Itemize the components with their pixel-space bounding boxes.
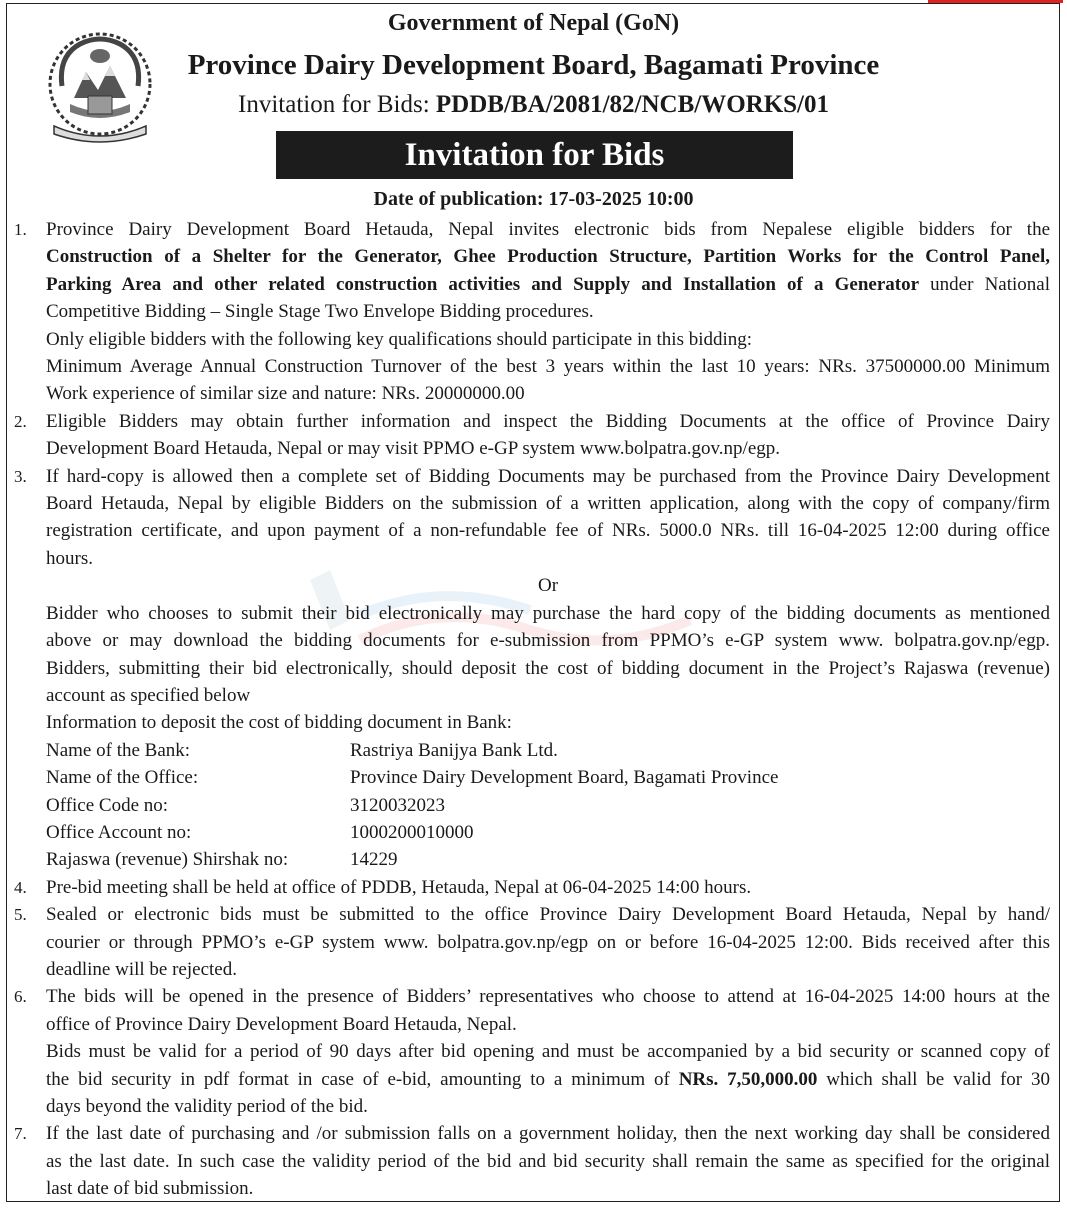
bank-row xyxy=(46,846,1050,873)
item-4-line-1: Pre-bid meeting shall be held at office of PDDB, Hetauda, Nepal at 06-04-2025 14:00 hours. xyxy=(46,876,752,898)
item-7-line-2: as the last date. In such case the validity period of the bid and bid security shall remain the same as specified for the original xyxy=(46,1150,1050,1172)
government-heading: Government of Nepal (GoN) xyxy=(387,10,680,36)
bank-field-value: 14229 xyxy=(350,849,398,871)
bank-row xyxy=(46,819,1050,846)
item-3-line-2: Board Hetauda, Nepal by eligible Bidders on the submission of a written application, along with the copy of company/firm xyxy=(46,493,1050,515)
item-7-line-1: If the last date of purchasing and /or submission falls on a government holiday, then the next working day shall be considered xyxy=(46,1123,1050,1145)
item-1-line-5: Only eligible bidders with the following key qualifications should participate in this bidding: xyxy=(46,328,753,350)
item-1-line-2 xyxy=(46,243,1050,270)
item-6-line-1: The bids will be opened in the presence of Bidders’ representatives who choose to attend at 16-04-2025 14:00 hours at the xyxy=(46,986,1050,1008)
invitation-banner: Invitation for Bids xyxy=(276,131,793,179)
bank-field-label: Name of the Office: xyxy=(46,767,199,789)
item-number: 4. xyxy=(14,877,27,897)
organization-heading: Province Dairy Development Board, Bagamati Province xyxy=(187,49,880,81)
or-separator: Or xyxy=(537,575,559,597)
item-7-line-3: last date of bid submission. xyxy=(46,1178,254,1200)
item-number: 7. xyxy=(14,1124,27,1144)
item-number: 6. xyxy=(14,987,27,1007)
bank-field-label: Office Account no: xyxy=(46,821,192,843)
item-3-para-line-4: account as specified below xyxy=(46,684,251,706)
ifb-reference xyxy=(0,91,1067,119)
bank-field-value: Province Dairy Development Board, Bagamati Province xyxy=(350,767,779,789)
item-number: 5. xyxy=(14,905,27,925)
nepal-emblem-icon xyxy=(40,26,160,148)
list-item-7 xyxy=(14,1120,1050,1202)
publication-date: Date of publication: 17-03-2025 10:00 xyxy=(373,188,694,210)
ifb-number: PDDB/BA/2081/82/NCB/WORKS/01 xyxy=(435,91,829,118)
item-3-line-1: If hard-copy is allowed then a complete set of Bidding Documents may be purchased from the Province Dairy Development xyxy=(46,465,1050,487)
red-mark xyxy=(928,0,1063,3)
item-3-para-line-3: Bidders, submitting their bid electronically, should deposit the cost of bidding document in the Project’s Rajaswa (revenue) xyxy=(46,657,1050,679)
item-1-line-3-rest: under National xyxy=(919,273,1050,295)
bank-field-label: Name of the Bank: xyxy=(46,739,191,761)
item-2-line-2: Development Board Hetauda, Nepal or may visit PPMO e-GP system www.bolpatra.gov.np/egp. xyxy=(46,438,781,460)
list-item-3 xyxy=(14,463,1050,874)
bid-security-amount: NRs. 7,50,000.00 xyxy=(678,1068,818,1090)
item-number: 2. xyxy=(14,411,27,431)
item-6-line-5: days beyond the validity period of the bid. xyxy=(46,1096,368,1117)
bank-row xyxy=(46,737,1050,764)
item-1-project-title-end: Parking Area and other related construction activities and Supply and Installation of a Generator xyxy=(46,273,920,295)
item-1-line-7: Work experience of similar size and nature: NRs. 20000000.00 xyxy=(46,383,525,405)
item-1-line-1: Province Dairy Development Board Hetauda, Nepal invites electronic bids from Nepalese eligible bidders for the xyxy=(46,219,1050,240)
ifb-prefix: Invitation for Bids: xyxy=(238,91,436,118)
item-3-line-4: hours. xyxy=(46,547,93,569)
bank-field-label: Office Code no: xyxy=(46,794,169,816)
list-item-4 xyxy=(14,874,1050,901)
item-1-line-4: Competitive Bidding – Single Stage Two Envelope Bidding procedures. xyxy=(46,301,594,323)
bank-info-intro: Information to deposit the cost of bidding document in Bank: xyxy=(46,712,512,734)
bank-field-value: 1000200010000 xyxy=(350,821,474,843)
list-item-2 xyxy=(14,408,1050,463)
bank-field-value: 3120032023 xyxy=(350,794,445,816)
item-6-line-4-post: which shall be valid for 30 xyxy=(817,1068,1050,1090)
item-6-line-4-pre: the bid security in pdf format in case of e-bid, amounting to a minimum of xyxy=(46,1068,679,1090)
bank-field-label: Rajaswa (revenue) Shirshak no: xyxy=(46,849,289,871)
item-6-line-3: Bids must be valid for a period of 90 days after bid opening and must be accompanied by a bid security or scanned copy of xyxy=(46,1041,1050,1063)
item-1-line-6: Minimum Average Annual Construction Turnover of the best 3 years within the last 10 years: NRs. 37500000.00 Minimum xyxy=(46,356,1050,378)
item-3-line-3: registration certificate, and upon payment of a non-refundable fee of NRs. 5000.0 NRs. till 16-04-2025 12:00 during office xyxy=(46,520,1050,542)
item-5-line-1: Sealed or electronic bids must be submitted to the office Province Dairy Development Board Hetauda, Nepal by hand/ xyxy=(46,904,1050,926)
item-1-project-title-part: Construction of a Shelter for the Generator, Ghee Production Structure, Partition Works for the Control Panel, xyxy=(46,246,1050,268)
item-6-line-4 xyxy=(46,1066,1050,1093)
list-item-1 xyxy=(14,216,1050,408)
item-5-line-3: deadline will be rejected. xyxy=(46,958,237,980)
notice-body xyxy=(14,216,1050,1203)
item-number: 3. xyxy=(14,466,27,486)
item-5-line-2: courier or through PPMO’s e-GP system www. bolpatra.gov.np/egp on or before 16-04-2025 12:00. Bids received after this xyxy=(46,931,1050,953)
list-item-6 xyxy=(14,983,1050,1120)
item-2-line-1: Eligible Bidders may obtain further information and inspect the Bidding Documents at the office of Province Dairy xyxy=(46,410,1050,432)
item-number: 1. xyxy=(14,220,27,239)
item-1-line-3 xyxy=(46,271,1050,298)
list-item-5 xyxy=(14,901,1050,983)
bank-row xyxy=(46,764,1050,791)
item-3-para-line-1: Bidder who chooses to submit their bid electronically may purchase the hard copy of the bidding documents as mentioned xyxy=(46,602,1050,624)
item-6-line-2: office of Province Dairy Development Board Hetauda, Nepal. xyxy=(46,1013,517,1035)
bank-row xyxy=(46,792,1050,819)
item-3-para-line-2: above or may download the bidding documents for e-submission from PPMO’s e-GP system www. bolpatra.gov.np/egp. xyxy=(46,630,1050,652)
bank-field-value: Rastriya Banijya Bank Ltd. xyxy=(350,739,558,761)
